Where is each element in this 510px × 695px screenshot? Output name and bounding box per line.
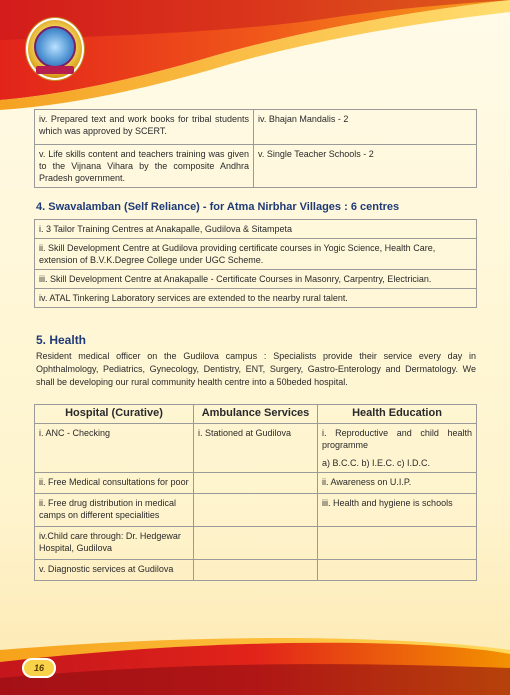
table-cell: [318, 424, 477, 473]
table-cell: ii. Free Medical consultations for poor: [35, 473, 194, 494]
institution-logo: [26, 18, 84, 80]
table-cell: v. Single Teacher Schools - 2: [254, 145, 477, 188]
table-cell: [194, 560, 318, 581]
table-cell: i. ANC - Checking: [35, 424, 194, 473]
table-cell: ii. Awareness on U.I.P.: [318, 473, 477, 494]
table-row: [35, 527, 477, 560]
list-item: iv. ATAL Tinkering Laboratory services are extended to the nearby rural talent.: [35, 289, 477, 308]
table-cell: i. Stationed at Gudilova: [194, 424, 318, 473]
table-row: [35, 424, 477, 473]
table-cell: [318, 560, 477, 581]
table-row: [35, 560, 477, 581]
table-row: [35, 145, 477, 188]
table-cell: [194, 473, 318, 494]
list-item: i. 3 Tailor Training Centres at Anakapalle, Gudilova & Sitampeta: [35, 220, 477, 239]
continuation-table: [34, 109, 477, 188]
column-header: Ambulance Services: [194, 405, 318, 424]
health-table: [34, 404, 477, 581]
column-header: Health Education: [318, 405, 477, 424]
footer-swoosh: [0, 610, 510, 695]
table-cell: iii. Health and hygiene is schools: [318, 494, 477, 527]
table-cell: [194, 527, 318, 560]
table-cell: [318, 527, 477, 560]
column-header: Hospital (Curative): [35, 405, 194, 424]
table-row: [35, 494, 477, 527]
health-paragraph: Resident medical officer on the Gudilova campus : Specialists provide their service every day in Ophthalmology, Pediatrics, Gynecology, Dentistry, ENT, Surgery, Gastro-Enterology and Dermatology. We shall be developing our rural community health centre into a 50beded hospital.: [36, 351, 476, 387]
table-cell: [194, 494, 318, 527]
page-number: 16: [22, 658, 56, 678]
section-4-heading: 4. Swavalamban (Self Reliance) - for Atma Nirbhar Villages : 6 centres: [36, 201, 400, 213]
table-header-row: [35, 405, 477, 424]
table-row: [35, 110, 477, 145]
table-cell: v. Diagnostic services at Gudilova: [35, 560, 194, 581]
table-cell: v. Life skills content and teachers training was given to the Vijnana Vihara by the composite Andhra Pradesh government.: [35, 145, 254, 188]
table-cell: iv.Child care through: Dr. Hedgewar Hospital, Gudilova: [35, 527, 194, 560]
table-row: [35, 473, 477, 494]
list-item: iii. Skill Development Centre at Anakapalle - Certificate Courses in Masonry, Carpentry, Electrician.: [35, 270, 477, 289]
self-reliance-table: [34, 219, 477, 308]
list-item: a) B.C.C. b) I.E.C. c) I.D.C.: [322, 458, 431, 468]
table-cell: iv. Prepared text and work books for tribal students which was approved by SCERT.: [35, 110, 254, 145]
table-cell: iv. Bhajan Mandalis - 2: [254, 110, 477, 145]
table-cell: ii. Free drug distribution in medical camps on different specialities: [35, 494, 194, 527]
list-item: ii. Skill Development Centre at Gudilova providing certificate courses in Yogic Science, Health Care, extension of B.V.K.Degree College under UGC Scheme.: [35, 239, 477, 270]
list-item: i. Reproductive and child health programme: [322, 428, 472, 450]
section-5-heading: 5. Health: [36, 333, 87, 347]
